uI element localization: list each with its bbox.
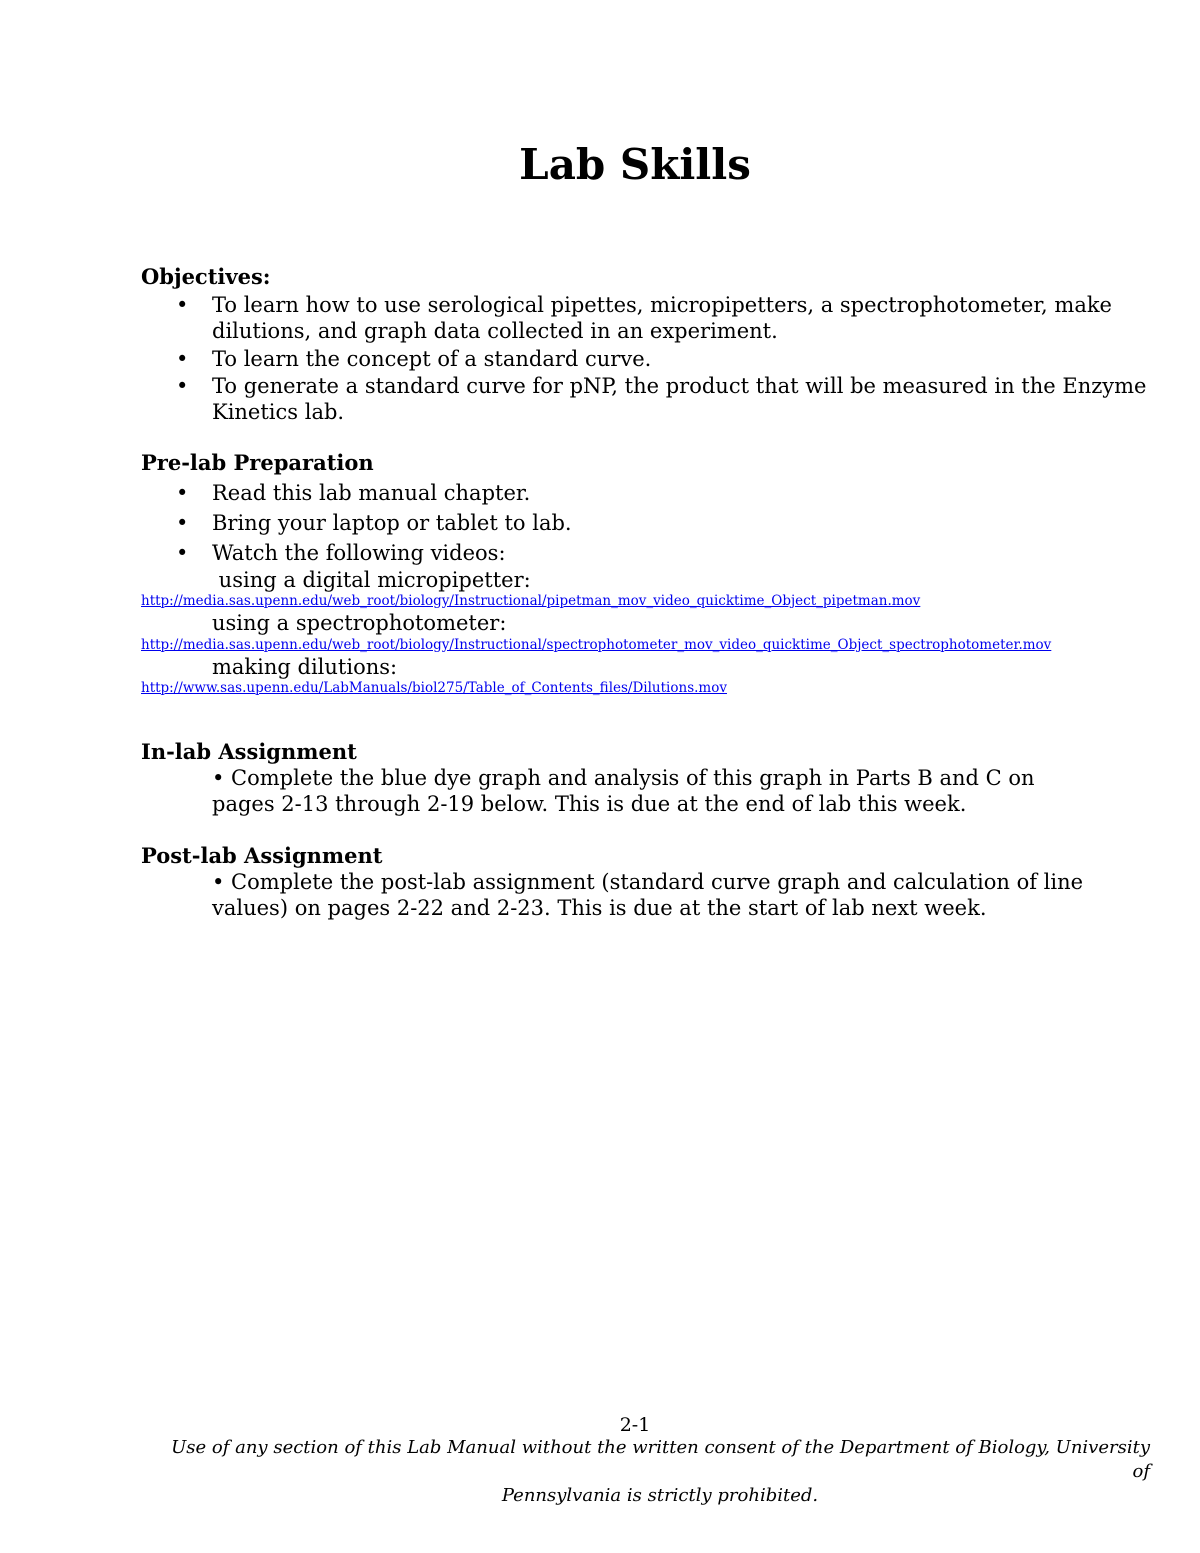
copyright-notice-line1: Use of any section of this Lab Manual without the written consent of the Department of Biology, University of	[171, 1437, 1150, 1482]
prelab-item-1	[176, 480, 531, 506]
inlab-text-line1: • Complete the blue dye graph and analysis of this graph in Parts B and C on	[212, 766, 1035, 790]
objective-item-3-line2: Kinetics lab.	[212, 400, 345, 424]
objective-item-3-cont	[212, 399, 344, 425]
objective-item-1-line1: To learn how to use serological pipettes, micropipetters, a spectrophotometer, make	[212, 293, 1112, 317]
prelab-item-1-label: Read this lab manual chapter.	[212, 481, 531, 505]
postlab-text-line2: values) on pages 2-22 and 2-23. This is due at the start of lab next week.	[212, 896, 987, 920]
objective-item-1	[176, 292, 1112, 318]
prelab-item-3-label: Watch the following videos:	[212, 541, 506, 565]
objective-item-2	[176, 346, 652, 372]
bullet-icon: •	[176, 481, 189, 505]
prelab-item-2	[176, 510, 572, 536]
objective-item-3	[176, 373, 1147, 399]
bullet-icon: •	[176, 541, 189, 565]
inlab-heading: In-lab Assignment	[141, 739, 357, 764]
prelab-item-2-label: Bring your laptop or tablet to lab.	[212, 511, 572, 535]
inlab-text-line2: pages 2-13 through 2-19 below. This is due at the end of lab this week.	[212, 792, 967, 816]
bullet-icon: •	[176, 347, 189, 371]
video-link-spectrophotometer[interactable]: http://media.sas.upenn.edu/web_root/biology/Instructional/spectrophotometer_mov_video_quicktime_Object_spectrophotometer.mov	[141, 637, 1052, 653]
page-title: Lab Skills	[519, 140, 751, 189]
video-label-micropipetter: using a digital micropipetter:	[212, 568, 531, 592]
prelab-heading: Pre-lab Preparation	[141, 450, 374, 475]
copyright-notice-line2: Pennsylvania is strictly prohibited.	[501, 1485, 819, 1506]
postlab-text-line1: • Complete the post-lab assignment (standard curve graph and calculation of line	[212, 870, 1084, 894]
objective-item-1-cont	[212, 318, 778, 344]
bullet-icon: •	[176, 293, 189, 317]
prelab-item-3	[176, 540, 506, 566]
page-number: 2-1	[619, 1414, 651, 1436]
objective-item-2-line1: To learn the concept of a standard curve.	[212, 347, 652, 371]
copyright-notice	[150, 1436, 1150, 1508]
objective-item-1-line2: dilutions, and graph data collected in an experiment.	[212, 319, 778, 343]
video-link-micropipetter[interactable]: http://media.sas.upenn.edu/web_root/biology/Instructional/pipetman_mov_video_quicktime_Object_pipetman.mov	[141, 593, 921, 609]
bullet-icon: •	[176, 374, 189, 398]
video-link-dilutions[interactable]: http://www.sas.upenn.edu/LabManuals/biol275/Table_of_Contents_files/Dilutions.mov	[141, 680, 727, 696]
postlab-heading: Post-lab Assignment	[141, 843, 383, 868]
objective-item-3-line1: To generate a standard curve for pNP, the product that will be measured in the Enzyme	[212, 374, 1147, 398]
video-label-dilutions: making dilutions:	[212, 655, 398, 679]
bullet-icon: •	[176, 511, 189, 535]
objectives-heading: Objectives:	[141, 264, 271, 289]
video-label-spectrophotometer: using a spectrophotometer:	[212, 611, 507, 635]
